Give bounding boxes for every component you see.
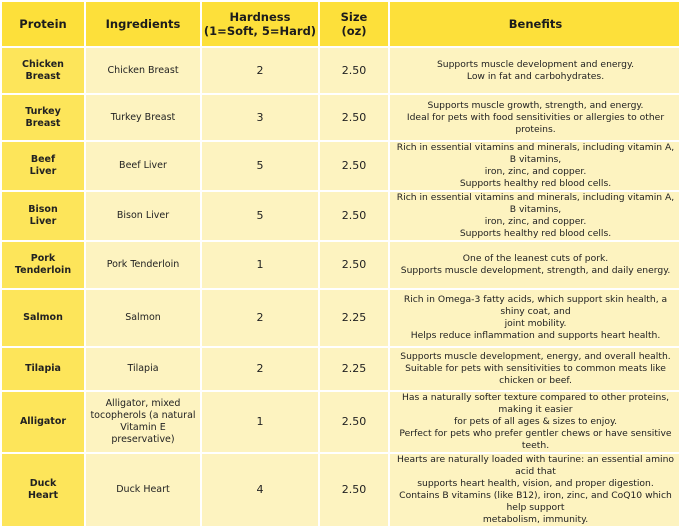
benefits-cell: One of the leanest cuts of pork. Supports muscle development, strength, and daily energy.	[390, 242, 679, 288]
table-row	[2, 48, 679, 93]
table-body	[2, 48, 679, 526]
table-row	[2, 192, 679, 240]
hardness-cell: 5	[202, 192, 318, 240]
hardness-cell: 1	[202, 242, 318, 288]
hardness-cell: 4	[202, 454, 318, 526]
ingredients-cell: Duck Heart	[86, 454, 200, 526]
protein-cell: Tilapia	[2, 348, 84, 390]
hardness-cell: 2	[202, 348, 318, 390]
size-cell: 2.50	[320, 48, 388, 93]
benefits-cell: Rich in essential vitamins and minerals, including vitamin A, B vitamins, iron, zinc, and copper. Supports healthy red blood cells.	[390, 192, 679, 240]
ingredients-cell: Bison Liver	[86, 192, 200, 240]
benefits-cell: Supports muscle development and energy. Low in fat and carbohydrates.	[390, 48, 679, 93]
protein-cell: Turkey Breast	[2, 95, 84, 140]
table-row	[2, 290, 679, 346]
benefits-cell: Supports muscle growth, strength, and energy. Ideal for pets with food sensitivities or allergies to other proteins.	[390, 95, 679, 140]
size-cell: 2.50	[320, 242, 388, 288]
size-cell: 2.50	[320, 454, 388, 526]
hardness-cell: 2	[202, 290, 318, 346]
ingredients-cell: Beef Liver	[86, 142, 200, 190]
protein-cell: Bison Liver	[2, 192, 84, 240]
header-size: Size (oz)	[320, 2, 388, 46]
header-benefits: Benefits	[390, 2, 679, 46]
size-cell: 2.50	[320, 192, 388, 240]
table-row	[2, 392, 679, 452]
ingredients-cell: Alligator, mixed tocopherols (a natural Vitamin E preservative)	[86, 392, 200, 452]
hardness-cell: 3	[202, 95, 318, 140]
ingredients-cell: Tilapia	[86, 348, 200, 390]
protein-cell: Pork Tenderloin	[2, 242, 84, 288]
protein-cell: Salmon	[2, 290, 84, 346]
table-row	[2, 454, 679, 526]
benefits-cell: Rich in essential vitamins and minerals, including vitamin A, B vitamins, iron, zinc, and copper. Supports healthy red blood cells.	[390, 142, 679, 190]
protein-cell: Duck Heart	[2, 454, 84, 526]
size-cell: 2.50	[320, 392, 388, 452]
ingredients-cell: Salmon	[86, 290, 200, 346]
size-cell: 2.25	[320, 348, 388, 390]
header-ingredients: Ingredients	[86, 2, 200, 46]
table-row	[2, 242, 679, 288]
header-protein: Protein	[2, 2, 84, 46]
size-cell: 2.50	[320, 95, 388, 140]
protein-cell: Alligator	[2, 392, 84, 452]
hardness-cell: 1	[202, 392, 318, 452]
ingredients-cell: Pork Tenderloin	[86, 242, 200, 288]
benefits-cell: Rich in Omega-3 fatty acids, which support skin health, a shiny coat, and joint mobility. Helps reduce inflammation and supports heart health.	[390, 290, 679, 346]
size-cell: 2.25	[320, 290, 388, 346]
benefits-cell: Supports muscle development, energy, and overall health. Suitable for pets with sensitivities to common meats like chicken or beef.	[390, 348, 679, 390]
table-row	[2, 142, 679, 190]
size-cell: 2.50	[320, 142, 388, 190]
header-hardness: Hardness (1=Soft, 5=Hard)	[202, 2, 318, 46]
ingredients-cell: Chicken Breast	[86, 48, 200, 93]
ingredients-cell: Turkey Breast	[86, 95, 200, 140]
header-row	[2, 2, 679, 46]
protein-cell: Beef Liver	[2, 142, 84, 190]
table-header	[2, 2, 679, 46]
protein-cell: Chicken Breast	[2, 48, 84, 93]
benefits-cell: Has a naturally softer texture compared to other proteins, making it easier for pets of all ages & sizes to enjoy. Perfect for pets who prefer gentler chews or have sensitive teeth.	[390, 392, 679, 452]
table-row	[2, 95, 679, 140]
hardness-cell: 2	[202, 48, 318, 93]
hardness-cell: 5	[202, 142, 318, 190]
benefits-cell: Hearts are naturally loaded with taurine: an essential amino acid that supports heart health, vision, and proper digestion. Contains B vitamins (like B12), iron, zinc, and CoQ10 which help support metabolism, immunity.	[390, 454, 679, 526]
table-row	[2, 348, 679, 390]
